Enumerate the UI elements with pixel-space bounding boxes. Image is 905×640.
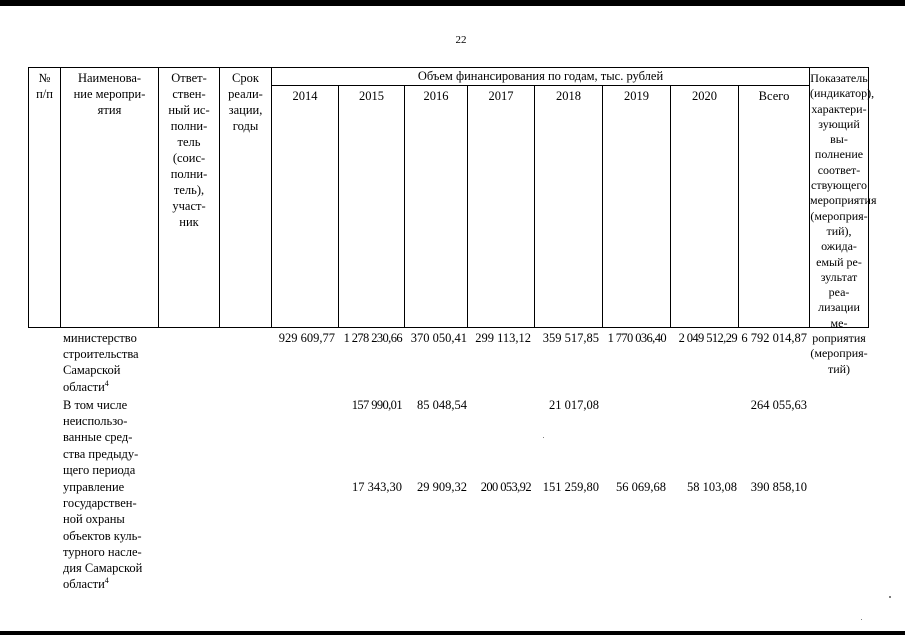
header-year-2018: 2018	[535, 86, 603, 328]
row-2-value-2018: 21 017,08	[549, 398, 599, 412]
row-3-name	[63, 479, 142, 592]
row-2-value-2016: 85 048,54	[417, 398, 467, 412]
row-1-value-2018: 359 517,85	[542, 331, 599, 345]
row-3-value-total: 390 858,10	[750, 480, 807, 494]
scan-speck	[543, 437, 544, 438]
header-col-indicator: Показатель (индикатор), характери- зующий вы- полнение соответ- ствующего мероприятия (мероприя- тий), ожида- емый ре- зультат реа- лизации ме- роприятия (мероприя- тий)	[810, 68, 869, 328]
row-1-value-2020: 2 049 512,29	[678, 331, 737, 345]
row-3-value-2018: 151 259,80	[542, 480, 599, 494]
row-3-value-2016: 29 909,32	[417, 480, 467, 494]
header-year-2019: 2019	[603, 86, 671, 328]
header-col-financing: Объем финансирования по годам, тыс. рублей	[272, 68, 810, 86]
row-3-name-text: управление государствен- ной охраны объектов куль- турного насле- дия Самарской области	[63, 480, 143, 592]
header-col-number: № п/п	[29, 68, 61, 328]
header-year-2020: 2020	[671, 86, 739, 328]
header-year-2017: 2017	[468, 86, 535, 328]
header-year-total: Всего	[739, 86, 810, 328]
row-1-value-total: 6 792 014,87	[741, 331, 807, 345]
row-1-footnote: 4	[104, 378, 109, 388]
row-3-value-2015: 17 343,30	[352, 480, 402, 494]
row-2-value-2015: 157 990,01	[351, 398, 402, 412]
header-col-name: Наименова- ние меропри- ятия	[61, 68, 159, 328]
row-3-value-2020: 58 103,08	[687, 480, 737, 494]
row-1-value-2017: 299 113,12	[475, 331, 531, 345]
row-2-name	[63, 397, 138, 478]
header-year-2014: 2014	[272, 86, 339, 328]
header-year-2015: 2015	[339, 86, 405, 328]
scan-speck	[861, 619, 862, 620]
scan-speck	[889, 596, 891, 598]
row-1-name	[63, 330, 139, 395]
row-3-value-2019: 56 069,68	[616, 480, 666, 494]
top-border-rule	[0, 0, 905, 6]
header-col-responsible: Ответ- ствен- ный ис- полни- тель (соис- полни- тель), участ- ник	[159, 68, 220, 328]
row-3-value-2017: 200 053,92	[480, 480, 531, 494]
header-col-term: Срок реали- зации, годы	[220, 68, 272, 328]
row-1-value-2015: 1 278 230,66	[343, 331, 402, 345]
row-1-name-text: министерство строительства Самарской области	[63, 331, 139, 394]
row-2-value-total: 264 055,63	[750, 398, 807, 412]
row-2-name-text: В том числе неиспользо- ванные сред- ства предыду- щего периода	[63, 398, 139, 477]
row-1-value-2019: 1 770 036,40	[607, 331, 666, 345]
row-1-value-2014: 929 609,77	[278, 331, 335, 345]
row-1-value-2016: 370 050,41	[410, 331, 467, 345]
bottom-border-rule	[0, 631, 905, 635]
header-year-2016: 2016	[405, 86, 468, 328]
row-3-footnote: 4	[104, 576, 109, 586]
page-number: 22	[455, 34, 467, 46]
